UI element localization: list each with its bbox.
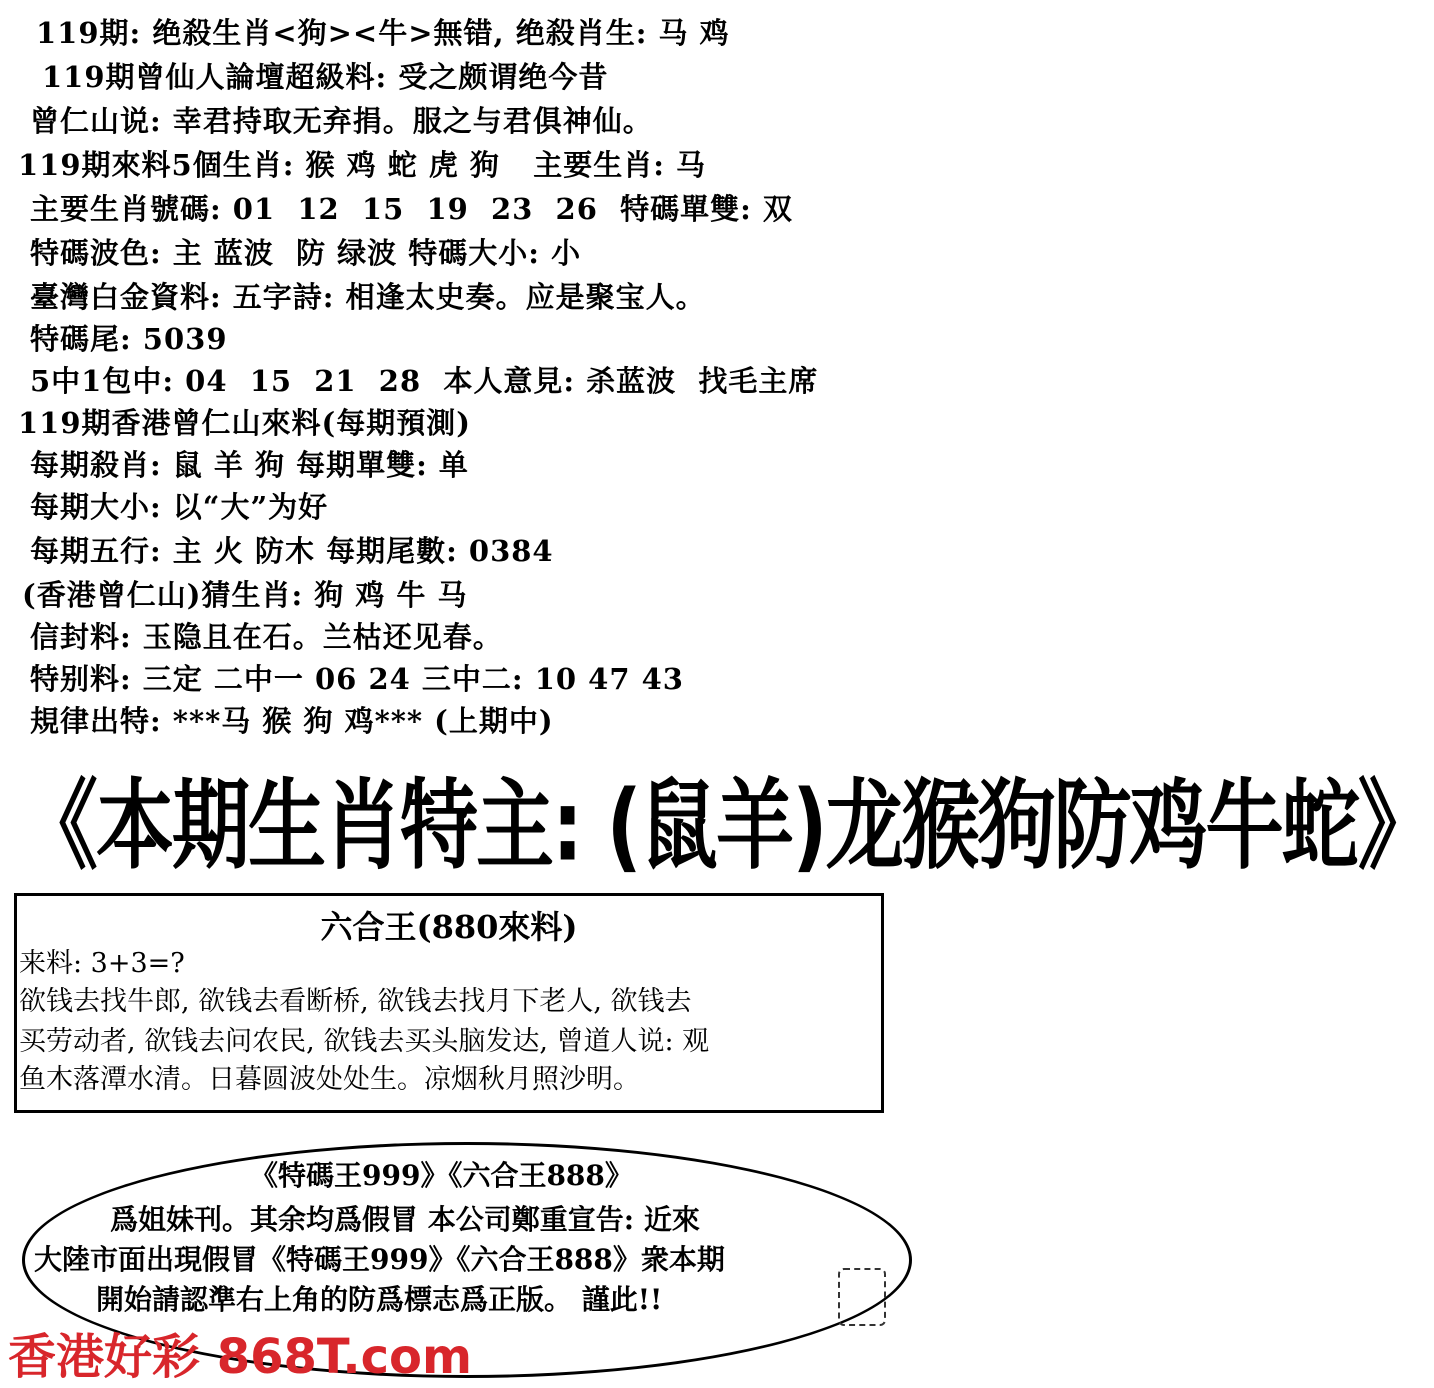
- text-line: (香港曾仁山)猜生肖: 狗 鸡 牛 马: [22, 578, 468, 612]
- text-line: 信封料: 玉隐且在石。兰枯还见春。: [30, 620, 503, 654]
- box-line: 来料: 3+3=?: [19, 948, 185, 979]
- text-line: 119期: 绝殺生肖<狗><牛>無错, 绝殺肖生: 马 鸡: [36, 16, 730, 50]
- seal-icon: [838, 1268, 886, 1326]
- text-line: 特碼波色: 主 蓝波 防 绿波 特碼大小: 小: [30, 236, 582, 270]
- headline: 《本期生肖特主: (鼠羊)龙猴狗防鸡牛蛇》: [20, 770, 1434, 884]
- text-line: 特碼尾: 5039: [30, 322, 228, 356]
- text-line: 5中1包中: 04 15 21 28 本人意見: 杀蓝波 找毛主席: [30, 364, 819, 398]
- text-line: 規律出特: ***马 猴 狗 鸡*** (上期中): [30, 704, 554, 738]
- site-watermark: 香港好彩 868T.com: [8, 1329, 473, 1385]
- notice-line: 《特碼王999》《六合王888》: [250, 1159, 633, 1192]
- box-line: 鱼木落潭水清。日暮圆波处处生。凉烟秋月照沙明。: [19, 1064, 640, 1095]
- text-line: 曾仁山说: 幸君持取无弃捐。服之与君俱神仙。: [30, 104, 653, 138]
- text-line: 特别料: 三定 二中一 06 24 三中二: 10 47 43: [30, 662, 684, 696]
- text-line: 每期大小: 以“大”为好: [30, 490, 329, 524]
- box-line: 买劳动者, 欲钱去问农民, 欲钱去买头脑发达, 曾道人说: 观: [19, 1026, 710, 1057]
- notice-line: 開始請認準右上角的防爲標志爲正版。 謹此!!: [96, 1283, 663, 1316]
- text-line: 主要生肖號碼: 01 12 15 19 23 26 特碼單雙: 双: [30, 192, 793, 226]
- notice-line: 爲姐妹刊。其余均爲假冒 本公司鄭重宣告: 近來: [110, 1203, 700, 1236]
- text-line: 119期曾仙人論壇超級料: 受之颇谓绝今昔: [42, 60, 609, 94]
- text-line: 119期來料5個生肖: 猴 鸡 蛇 虎 狗 主要生肖: 马: [18, 148, 706, 182]
- box-title: 六合王(880來料): [320, 908, 578, 946]
- text-line: 每期殺肖: 鼠 羊 狗 每期單雙: 单: [30, 448, 469, 482]
- notice-line: 大陸市面出現假冒《特碼王999》《六合王888》衆本期: [34, 1243, 725, 1276]
- text-line: 臺灣白金資料: 五字詩: 相逢太史奏。应是聚宝人。: [30, 280, 706, 314]
- text-line: 119期香港曾仁山來料(每期預測): [18, 406, 471, 440]
- box-line: 欲钱去找牛郎, 欲钱去看断桥, 欲钱去找月下老人, 欲钱去: [19, 986, 692, 1017]
- text-line: 每期五行: 主 火 防木 每期尾數: 0384: [30, 534, 554, 568]
- liuhewang-box: [14, 893, 884, 1113]
